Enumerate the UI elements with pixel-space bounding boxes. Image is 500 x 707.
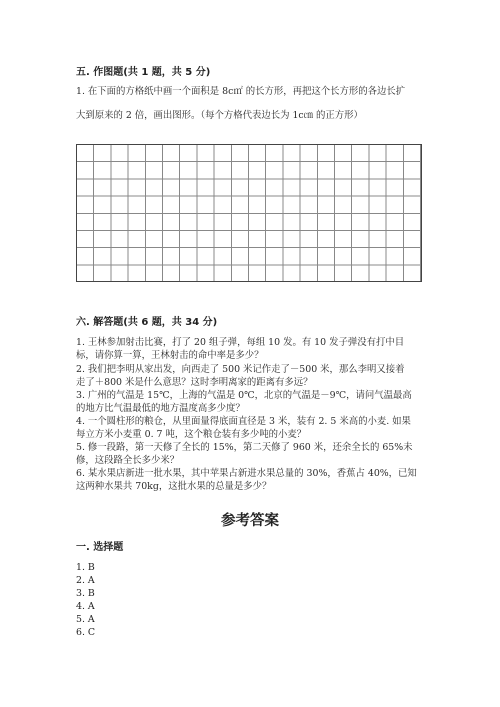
answer-item: 1. B	[76, 562, 95, 573]
answers-title: 参考答案	[221, 513, 279, 529]
section-6-heading: 六. 解答题(共 6 题，共 34 分)	[76, 317, 218, 328]
section-5-heading: 五. 作图题(共 1 题，共 5 分)	[76, 67, 211, 78]
grid-paper	[76, 144, 422, 282]
problem-line: 标，请你算一算，王林射击的命中率是多少？	[76, 350, 264, 361]
q1-text-line-1: 1. 在下面的方格纸中画一个面积是 8c㎡ 的长方形，再把这个长方形的各边长扩	[76, 86, 406, 97]
problem-line: 4. 一个圆柱形的粮仓，从里面量得底面直径是 3 米，装有 2. 5 米高的小麦. 如果	[76, 416, 411, 427]
answer-item: 2. A	[76, 575, 95, 586]
answer-item: 6. C	[76, 627, 96, 638]
answer-item: 4. A	[76, 601, 95, 612]
problem-line: 修，这段路全长多少米？	[76, 455, 180, 466]
q1-text-line-2: 大到原来的 2 倍，画出图形。（每个方格代表边长为 1c㎝ 的正方形）	[76, 110, 363, 121]
problem-line: 1. 王林参加射击比赛，打了 20 组子弹，每组 10 发。有 10 发子弹没有打中目	[76, 337, 405, 348]
problem-line: 走了＋800 米是什么意思？这时李明离家的距离有多远？	[76, 377, 313, 388]
problem-line: 的地方比气温最低的地方温度高多少度？	[76, 403, 245, 414]
problem-line: 5. 修一段路，第一天修了全长的 15%，第二天修了 960 米，还余全长的 65%未	[76, 442, 413, 453]
answers-heading: 一. 选择题	[76, 542, 124, 553]
answer-item: 5. A	[76, 614, 95, 625]
problem-line: 这两种水果共 70kg，这批水果的总量是多少？	[76, 481, 272, 492]
problem-line: 2. 我们把李明从家出发，向西走了 500 米记作走了－500 米，那么李明又接着	[76, 364, 405, 375]
answer-item: 3. B	[76, 588, 95, 599]
problem-line: 3. 广州的气温是 15℃，上海的气温是 0℃，北京的气温是－9℃，请问气温最高	[76, 390, 412, 401]
problem-line: 6. 某水果店新进一批水果，其中苹果占新进水果总量的 30%，香蕉占 40%，已知	[76, 468, 417, 479]
problem-line: 每立方米小麦重 0. 7 吨，这个粮仓装有多少吨的小麦？	[76, 429, 307, 440]
